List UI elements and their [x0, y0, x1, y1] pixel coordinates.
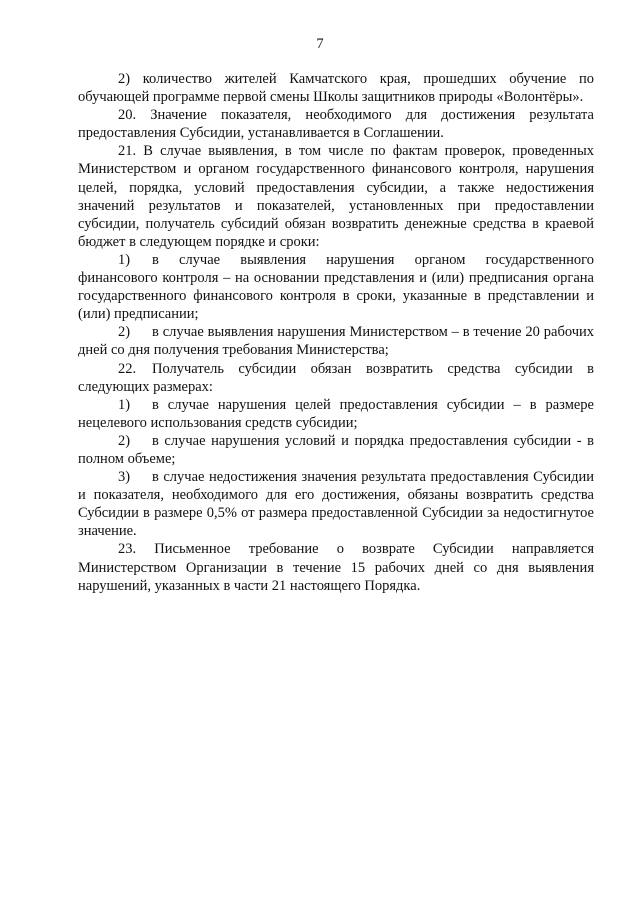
list-item-text: в случае нарушения условий и порядка предоставления субсидии - в полном объеме;: [78, 432, 594, 467]
paragraph-22: [78, 360, 594, 396]
list-marker: 3): [118, 469, 131, 486]
paragraph-text: Получатель субсидии обязан возвратить средства субсидии в следующих размерах:: [78, 360, 594, 395]
list-item-text: в случае выявления нарушения органом государственного финансового контроля – на основании представления и (или) предписания органа государственного финансового контроля в сроки, указанные в представлении и (или) предписании;: [78, 251, 594, 323]
list-item-22-3: [78, 468, 594, 540]
list-marker: 1): [118, 396, 131, 413]
list-item-text: в случае недостижения значения результата предоставления Субсидии и показателя, необходимого для его достижения, обязаны возвратить средства Субсидии в размере 0,5% от размера предоставленной Субсидии за недостигнутое значение.: [78, 469, 594, 540]
page-number: 7: [316, 36, 324, 52]
paragraph-21: 21. В случае выявления, в том числе по фактам проверок, проведенных Министерством и органом государственного финансового контроля, нарушения целей, порядка, условий предоставления субсидии, а также недостижения значений результатов и показателей, установленных при предоставлении субсидии, получатель субсидий обязан возвратить денежные средства в краевой бюджет в следующем порядке и сроки:: [78, 143, 594, 250]
list-item-21-2: [78, 323, 594, 359]
list-item-text: в случае нарушения целей предоставления субсидии – в размере нецелевого использования средств субсидии;: [78, 396, 594, 431]
paragraph-item-2-volunteers: 2) количество жителей Камчатского края, прошедших обучение по обучающей программе первой смены Школы защитников природы «Волонтёры».: [78, 71, 594, 106]
paragraph-marker: 22.: [118, 360, 137, 377]
list-marker: 1): [118, 251, 131, 268]
document-body: [78, 70, 594, 595]
paragraph-20: 20. Значение показателя, необходимого для достижения результата предоставления Субсидии, устанавливается в Соглашении.: [78, 107, 594, 142]
paragraph-23: 23. Письменное требование о возврате Субсидии направляется Министерством Организации в течение 15 рабочих дней со дня выявления нарушений, указанных в части 21 настоящего Порядка.: [78, 541, 594, 594]
list-item-22-1: [78, 396, 594, 432]
list-item-21-1: [78, 251, 594, 323]
list-item-text: в случае выявления нарушения Министерством – в течение 20 рабочих дней со дня получения требования Министерства;: [78, 324, 594, 359]
list-item-22-2: [78, 432, 594, 468]
list-marker: 2): [118, 432, 131, 449]
list-marker: 2): [118, 324, 131, 341]
